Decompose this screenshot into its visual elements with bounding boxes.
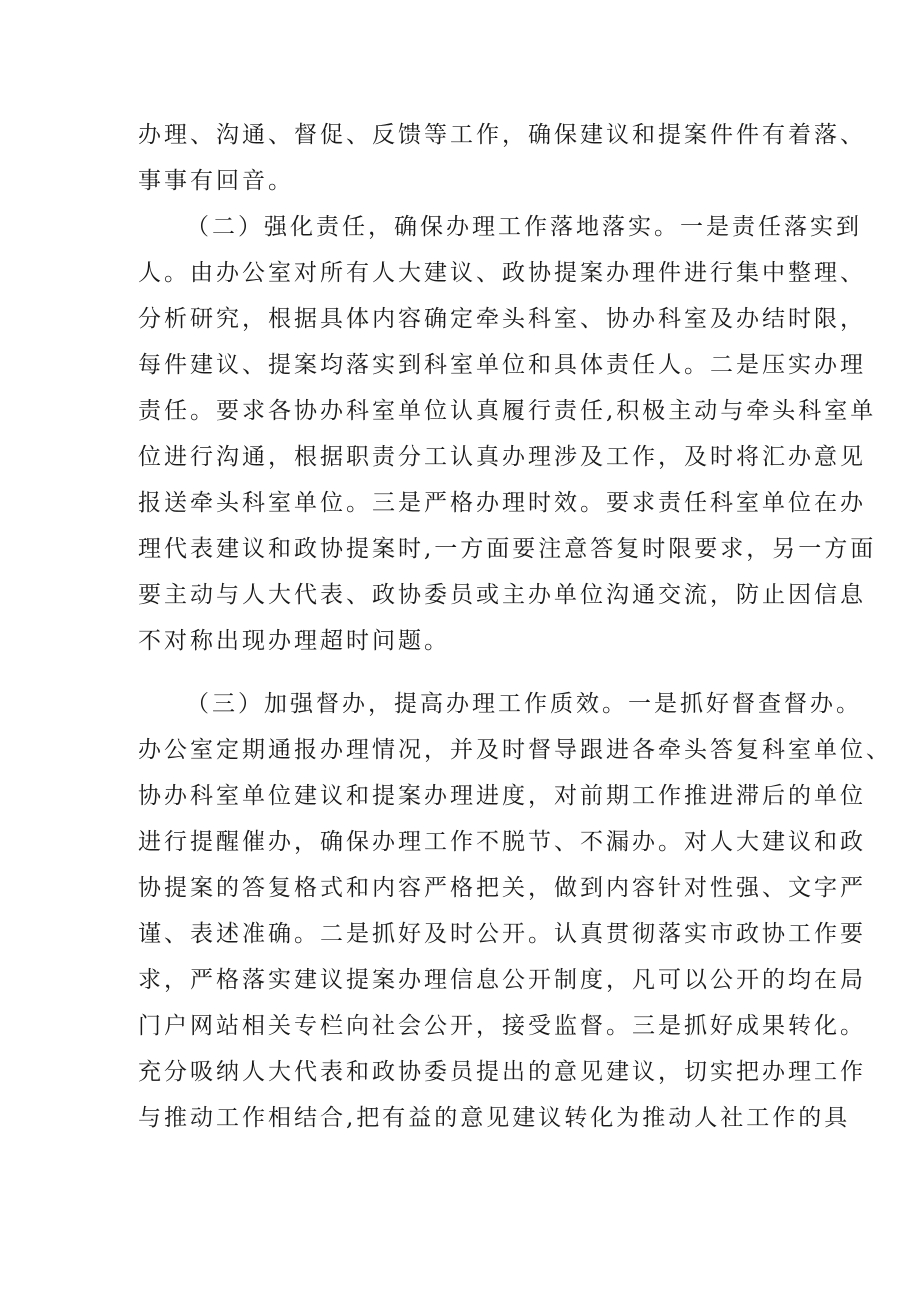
text-line: 充分吸纳人大代表和政协委员提出的意见建议，切实把办理工作 xyxy=(138,1059,866,1085)
text-line: 事事有回音。 xyxy=(138,168,294,194)
text-line: 谨、表述准确。二是抓好及时公开。认真贯彻落实市政协工作要 xyxy=(138,921,866,947)
text-line: 要主动与人大代表、政协委员或主办单位沟通交流，防止因信息 xyxy=(138,582,866,608)
text-line: 每件建议、提案均落实到科室单位和具体责任人。二是压实办理 xyxy=(138,352,866,378)
text-line: 理代表建议和政协提案时,一方面要注意答复时限要求，另一方面 xyxy=(138,536,877,562)
text-line: 与推动工作相结合,把有益的意见建议转化为推动人社工作的具 xyxy=(138,1105,851,1131)
text-line: 位进行沟通，根据职责分工认真办理涉及工作，及时将汇办意见 xyxy=(138,444,866,470)
text-line: 不对称出现办理超时问题。 xyxy=(138,628,450,654)
text-line: 求，严格落实建议提案办理信息公开制度，凡可以公开的均在局 xyxy=(138,967,866,993)
text-line: 人。由办公室对所有人大建议、政协提案办理件进行集中整理、 xyxy=(138,260,866,286)
text-line: 门户网站相关专栏向社会公开，接受监督。三是抓好成果转化。 xyxy=(138,1013,866,1039)
paragraph-heading-2: （二）强化责任，确保办理工作落地落实。一是责任落实到 xyxy=(186,214,862,240)
paragraph-heading-3: （三）加强督办，提高办理工作质效。一是抓好督查督办。 xyxy=(186,691,862,717)
text-line: 协提案的答复格式和内容严格把关，做到内容针对性强、文字严 xyxy=(138,875,866,901)
text-line: 协办科室单位建议和提案办理进度，对前期工作推进滞后的单位 xyxy=(138,783,866,809)
text-line: 进行提醒催办，确保办理工作不脱节、不漏办。对人大建议和政 xyxy=(138,829,866,855)
text-line: 办理、沟通、督促、反馈等工作，确保建议和提案件件有着落、 xyxy=(138,122,866,148)
text-line: 办公室定期通报办理情况，并及时督导跟进各牵头答复科室单位、 xyxy=(138,737,892,763)
text-line: 报送牵头科室单位。三是严格办理时效。要求责任科室单位在办 xyxy=(138,490,866,516)
text-line: 分析研究，根据具体内容确定牵头科室、协办科室及办结时限， xyxy=(138,306,866,332)
text-line: 责任。要求各协办科室单位认真履行责任,积极主动与牵头科室单 xyxy=(138,398,877,424)
